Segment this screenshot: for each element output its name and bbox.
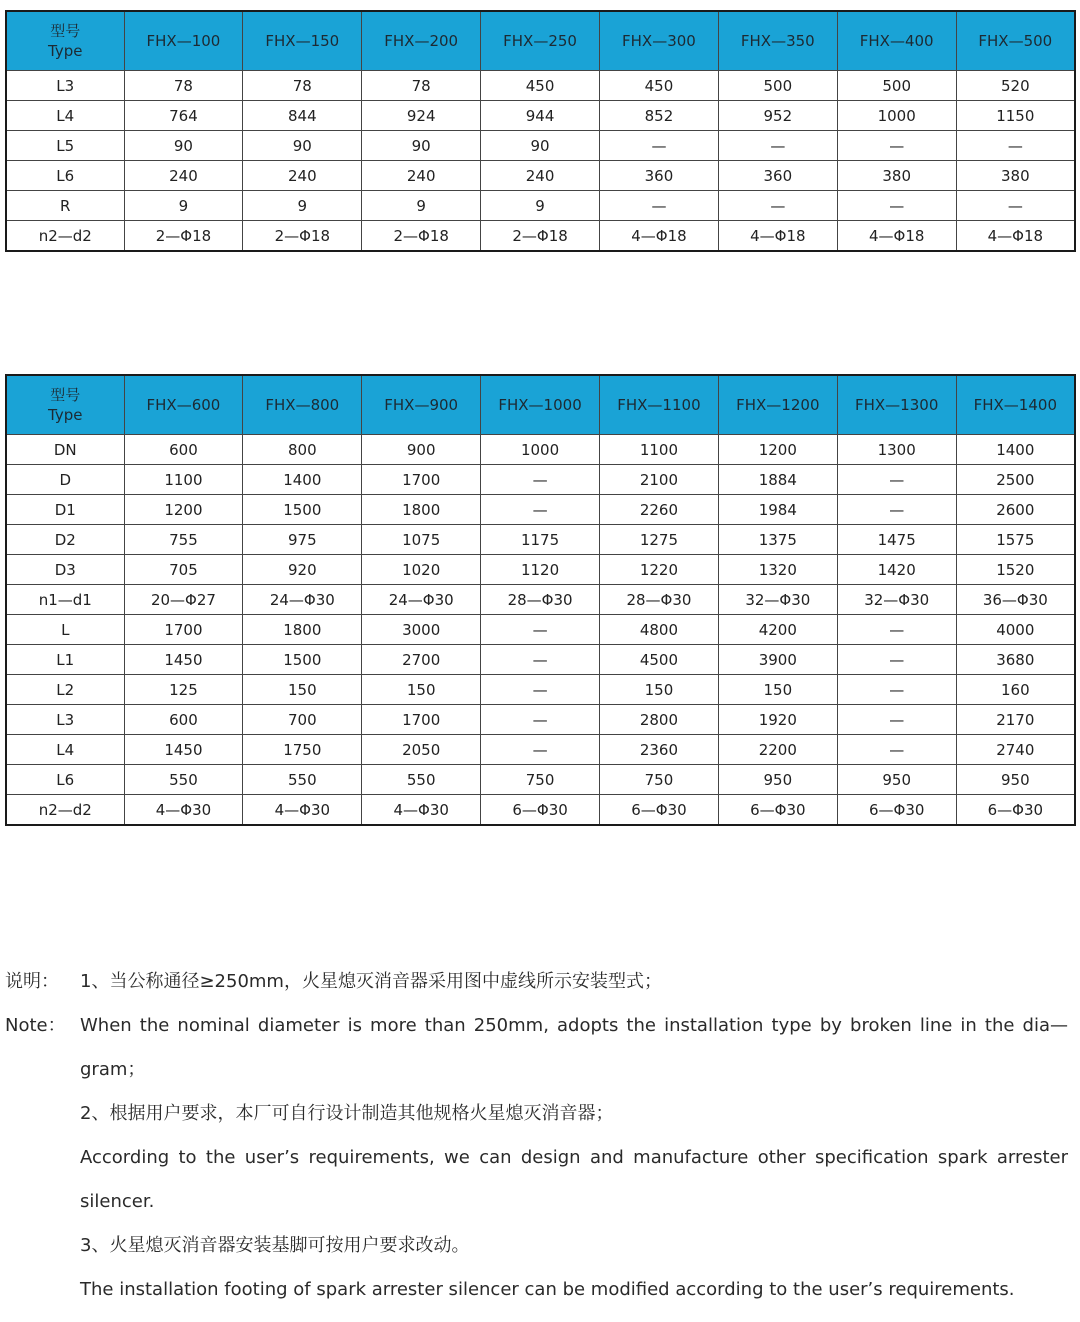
table-cell: 2—Φ18 (362, 221, 481, 252)
table-cell: 2360 (600, 735, 719, 765)
notes-label-cn: 说明： (5, 971, 59, 992)
table-cell: 6—Φ30 (718, 795, 837, 826)
model-header: FHX—400 (837, 11, 956, 71)
table-cell: 920 (243, 555, 362, 585)
table-cell: 550 (362, 765, 481, 795)
table-cell: 1800 (243, 615, 362, 645)
model-header: FHX—1000 (481, 375, 600, 435)
table-cell: 9 (481, 191, 600, 221)
table-cell: 450 (481, 71, 600, 101)
table-cell: 520 (956, 71, 1075, 101)
note-3-en: The installation footing of spark arrester silencer can be modified according to the user’s requirements. (80, 1279, 1015, 1300)
table-cell: 240 (362, 161, 481, 191)
table-cell: 78 (362, 71, 481, 101)
notes-section (0, 960, 1068, 1312)
table-cell: 844 (243, 101, 362, 131)
table-row (6, 495, 1075, 525)
table-cell: 150 (600, 675, 719, 705)
type-header-en: Type (48, 42, 83, 60)
table-cell: 952 (718, 101, 837, 131)
table-cell: 32—Φ30 (718, 585, 837, 615)
table-cell: 4—Φ30 (124, 795, 243, 826)
note-1-en: When the nominal diameter is more than 250mm, adopts the installation type by broken line in the dia— (80, 1015, 1068, 1036)
row-label: n2—d2 (6, 795, 124, 826)
table-cell: 6—Φ30 (481, 795, 600, 826)
table-row (6, 735, 1075, 765)
model-header: FHX—1300 (837, 375, 956, 435)
table-cell: 2050 (362, 735, 481, 765)
table-cell: 2800 (600, 705, 719, 735)
table-cell: 1500 (243, 645, 362, 675)
table-cell: 1700 (362, 465, 481, 495)
type-header-en: Type (48, 406, 83, 424)
table-cell: — (837, 645, 956, 675)
table-cell: 1020 (362, 555, 481, 585)
table-cell: 1375 (718, 525, 837, 555)
table-cell: 1000 (837, 101, 956, 131)
table-cell: 4200 (718, 615, 837, 645)
table-cell: 6—Φ30 (956, 795, 1075, 826)
table-row (6, 645, 1075, 675)
table-cell: 28—Φ30 (481, 585, 600, 615)
table-cell: — (837, 675, 956, 705)
type-header-cn: 型号 (50, 386, 81, 404)
table-cell: 705 (124, 555, 243, 585)
table-cell: 150 (362, 675, 481, 705)
table-cell: 1275 (600, 525, 719, 555)
table-cell: 1120 (481, 555, 600, 585)
table-cell: 500 (837, 71, 956, 101)
table-header-row (6, 375, 1075, 435)
table-cell: 764 (124, 101, 243, 131)
table-cell: — (956, 131, 1075, 161)
table-cell: 900 (362, 435, 481, 465)
note-1-en-line-2 (0, 1048, 1068, 1092)
note-3-cn: 3、火星熄灭消音器安装基脚可按用户要求改动。 (80, 1235, 470, 1256)
table-cell: 2—Φ18 (124, 221, 243, 252)
table-cell: 1075 (362, 525, 481, 555)
row-label: L3 (6, 705, 124, 735)
table-cell: 800 (243, 435, 362, 465)
table-row (6, 435, 1075, 465)
table-cell: 32—Φ30 (837, 585, 956, 615)
table-row (6, 765, 1075, 795)
table-cell: 1420 (837, 555, 956, 585)
table-cell: 1200 (124, 495, 243, 525)
table-cell: — (481, 645, 600, 675)
table-cell: 500 (718, 71, 837, 101)
row-label: L1 (6, 645, 124, 675)
table-cell: 1920 (718, 705, 837, 735)
table-row (6, 795, 1075, 826)
spec-table-1 (5, 10, 1076, 252)
table-row (6, 191, 1075, 221)
table-row (6, 675, 1075, 705)
type-header-cell (6, 11, 124, 71)
table-cell: 1175 (481, 525, 600, 555)
table-1-body (6, 71, 1075, 252)
model-header: FHX—200 (362, 11, 481, 71)
table-cell: 380 (956, 161, 1075, 191)
model-header: FHX—100 (124, 11, 243, 71)
table-cell: — (600, 191, 719, 221)
table-row (6, 221, 1075, 252)
note-2-en-cont: silencer. (80, 1191, 155, 1212)
table-cell: 1575 (956, 525, 1075, 555)
table-cell: 2600 (956, 495, 1075, 525)
table-cell: 1100 (600, 435, 719, 465)
model-header: FHX—500 (956, 11, 1075, 71)
table-cell: 90 (362, 131, 481, 161)
table-cell: 78 (124, 71, 243, 101)
table-cell: 1300 (837, 435, 956, 465)
table-cell: 240 (243, 161, 362, 191)
table-cell: 240 (481, 161, 600, 191)
table-cell: 750 (481, 765, 600, 795)
table-cell: 240 (124, 161, 243, 191)
table-cell: 2500 (956, 465, 1075, 495)
table-cell: 2740 (956, 735, 1075, 765)
table-row (6, 555, 1075, 585)
table-cell: — (718, 131, 837, 161)
table-cell: 4—Φ30 (362, 795, 481, 826)
note-1-cn-line (0, 960, 1068, 1004)
table-header-row (6, 11, 1075, 71)
table-cell: 1475 (837, 525, 956, 555)
table-cell: 1100 (124, 465, 243, 495)
table-cell: 150 (718, 675, 837, 705)
table-cell: 600 (124, 435, 243, 465)
table-cell: 950 (718, 765, 837, 795)
row-label: D3 (6, 555, 124, 585)
table-cell: 1500 (243, 495, 362, 525)
table-cell: 4—Φ18 (956, 221, 1075, 252)
table-cell: 1800 (362, 495, 481, 525)
table-row (6, 101, 1075, 131)
table-cell: 24—Φ30 (362, 585, 481, 615)
table-cell: — (837, 131, 956, 161)
row-label: L4 (6, 735, 124, 765)
table-cell: 1220 (600, 555, 719, 585)
table-cell: 360 (718, 161, 837, 191)
table-cell: — (718, 191, 837, 221)
table-row (6, 705, 1075, 735)
table-cell: 550 (243, 765, 362, 795)
row-label: R (6, 191, 124, 221)
table-cell: — (481, 735, 600, 765)
model-header: FHX—350 (718, 11, 837, 71)
model-header: FHX—900 (362, 375, 481, 435)
model-header: FHX—800 (243, 375, 362, 435)
table-cell: 9 (362, 191, 481, 221)
note-2-en-line-2 (0, 1180, 1068, 1224)
table-cell: 2—Φ18 (243, 221, 362, 252)
table-cell: — (837, 191, 956, 221)
type-header-cell (6, 375, 124, 435)
table-cell: 6—Φ30 (600, 795, 719, 826)
table-cell: 852 (600, 101, 719, 131)
table-cell: 1320 (718, 555, 837, 585)
note-3-cn-line (0, 1224, 1068, 1268)
table-cell: 9 (243, 191, 362, 221)
table-cell: — (956, 191, 1075, 221)
table-cell: 150 (243, 675, 362, 705)
note-1-en-cont: gram； (80, 1059, 146, 1080)
table-cell: 9 (124, 191, 243, 221)
table-cell: 1750 (243, 735, 362, 765)
table-cell: 3680 (956, 645, 1075, 675)
table-row (6, 465, 1075, 495)
model-header: FHX—300 (600, 11, 719, 71)
note-1-cn: 1、当公称通径≥250mm，火星熄灭消音器采用图中虚线所示安装型式； (80, 971, 662, 992)
table-row (6, 585, 1075, 615)
row-label: L4 (6, 101, 124, 131)
table-cell: 28—Φ30 (600, 585, 719, 615)
table-cell: 950 (956, 765, 1075, 795)
table-cell: 24—Φ30 (243, 585, 362, 615)
table-cell: 4500 (600, 645, 719, 675)
table-cell: 1000 (481, 435, 600, 465)
table-cell: 600 (124, 705, 243, 735)
model-header: FHX—600 (124, 375, 243, 435)
table-row (6, 615, 1075, 645)
note-1-en-line (0, 1004, 1068, 1048)
table-cell: 1200 (718, 435, 837, 465)
row-label: L2 (6, 675, 124, 705)
table-cell: 360 (600, 161, 719, 191)
table-cell: 975 (243, 525, 362, 555)
row-label: n2—d2 (6, 221, 124, 252)
table-cell: 700 (243, 705, 362, 735)
table-cell: 380 (837, 161, 956, 191)
row-label: L5 (6, 131, 124, 161)
table-cell: 950 (837, 765, 956, 795)
table-cell: 2200 (718, 735, 837, 765)
table-cell: 1450 (124, 735, 243, 765)
table-cell: 750 (600, 765, 719, 795)
table-cell: 4—Φ18 (600, 221, 719, 252)
table-cell: — (837, 465, 956, 495)
table-cell: 4—Φ18 (837, 221, 956, 252)
table-cell: 2260 (600, 495, 719, 525)
table-cell: 1984 (718, 495, 837, 525)
note-2-en-line (0, 1136, 1068, 1180)
table-cell: — (481, 465, 600, 495)
table-cell: — (481, 705, 600, 735)
table-cell: 4—Φ30 (243, 795, 362, 826)
table-cell: — (481, 495, 600, 525)
table-cell: 1400 (243, 465, 362, 495)
row-label: L6 (6, 161, 124, 191)
table-cell: 2100 (600, 465, 719, 495)
table-cell: 2170 (956, 705, 1075, 735)
table-cell: 2700 (362, 645, 481, 675)
model-header: FHX—1100 (600, 375, 719, 435)
table-cell: 1700 (124, 615, 243, 645)
table-cell: — (837, 615, 956, 645)
table-2-body (6, 435, 1075, 826)
note-3-en-line (0, 1268, 1068, 1312)
note-2-cn-line (0, 1092, 1068, 1136)
table-row (6, 71, 1075, 101)
type-header-cn: 型号 (50, 22, 81, 40)
spec-table-2 (5, 374, 1076, 826)
table-cell: 944 (481, 101, 600, 131)
table-cell: — (481, 675, 600, 705)
table-cell: — (600, 131, 719, 161)
table-cell: 1400 (956, 435, 1075, 465)
note-2-en: According to the user’s requirements, we can design and manufacture other specification spark arrester (80, 1147, 1068, 1168)
table-cell: 755 (124, 525, 243, 555)
table-cell: 1150 (956, 101, 1075, 131)
row-label: D (6, 465, 124, 495)
table-cell: — (837, 705, 956, 735)
row-label: DN (6, 435, 124, 465)
table-cell: 160 (956, 675, 1075, 705)
table-cell: 90 (243, 131, 362, 161)
model-header: FHX—250 (481, 11, 600, 71)
table-cell: 1520 (956, 555, 1075, 585)
table-cell: 36—Φ30 (956, 585, 1075, 615)
row-label: L3 (6, 71, 124, 101)
model-header: FHX—150 (243, 11, 362, 71)
table-row (6, 161, 1075, 191)
row-label: D2 (6, 525, 124, 555)
table-cell: 4—Φ18 (718, 221, 837, 252)
row-label: L6 (6, 765, 124, 795)
table-cell: 450 (600, 71, 719, 101)
table-cell: 20—Φ27 (124, 585, 243, 615)
table-row (6, 525, 1075, 555)
table-cell: — (837, 495, 956, 525)
table-cell: 924 (362, 101, 481, 131)
table-cell: 4800 (600, 615, 719, 645)
row-label: D1 (6, 495, 124, 525)
table-cell: 78 (243, 71, 362, 101)
table-cell: 3900 (718, 645, 837, 675)
note-2-cn: 2、根据用户要求，本厂可自行设计制造其他规格火星熄灭消音器； (80, 1103, 614, 1124)
table-cell: 1884 (718, 465, 837, 495)
table-cell: 1450 (124, 645, 243, 675)
table-cell: — (481, 615, 600, 645)
notes-label-en: Note： (5, 1015, 66, 1036)
row-label: n1—d1 (6, 585, 124, 615)
model-header: FHX—1400 (956, 375, 1075, 435)
table-cell: 4000 (956, 615, 1075, 645)
table-cell: — (837, 735, 956, 765)
model-header: FHX—1200 (718, 375, 837, 435)
table-cell: 6—Φ30 (837, 795, 956, 826)
table-cell: 90 (481, 131, 600, 161)
table-cell: 2—Φ18 (481, 221, 600, 252)
table-cell: 1700 (362, 705, 481, 735)
row-label: L (6, 615, 124, 645)
table-cell: 3000 (362, 615, 481, 645)
table-cell: 125 (124, 675, 243, 705)
table-cell: 90 (124, 131, 243, 161)
table-row (6, 131, 1075, 161)
table-cell: 550 (124, 765, 243, 795)
